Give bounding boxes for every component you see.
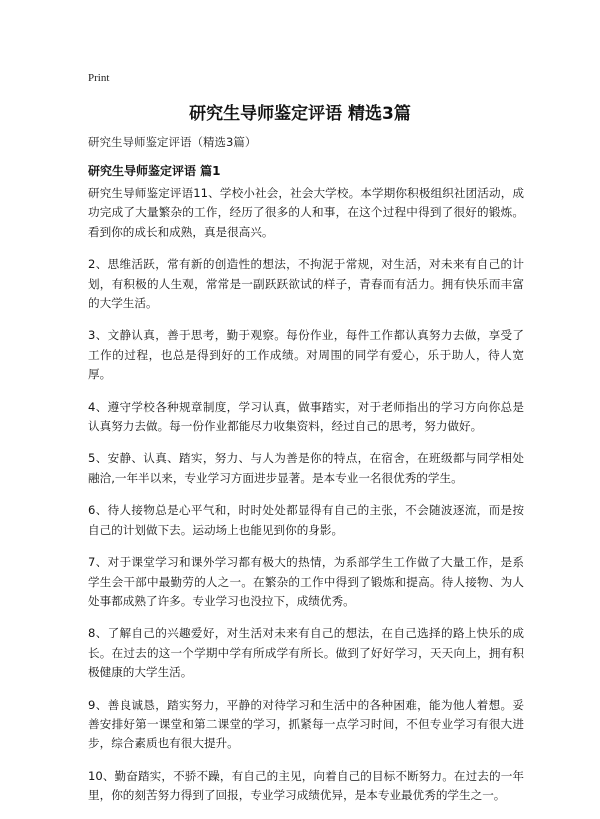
- paragraph-1: 研究生导师鉴定评语11、学校小社会，社会大学校。本学期你积极组织社团活动，成功完成了大量繁杂的工作，经历了很多的人和事，在这个过程中得到了很好的锻炼。看到你的成长和成熟，真是很高兴。: [88, 186, 524, 239]
- paragraph-list: [88, 184, 524, 819]
- paragraph-5: 5、安静、认真、踏实，努力、与人为善是你的特点，在宿舍，在班级都与同学相处融洽,一年半以来，专业学习方面进步显著。是本专业一名很优秀的学生。: [88, 451, 524, 485]
- paragraph-6: 6、待人接物总是心平气和，时时处处都显得有自己的主张，不会随波逐流，而是按自己的计划做下去。运动场上也能见到你的身影。: [88, 503, 524, 537]
- document-title: 研究生导师鉴定评语 精选3篇: [189, 104, 411, 124]
- paragraph-7: 7、对于课堂学习和课外学习都有极大的热情，为系部学生工作做了大量工作，是系学生会干部中最勤劳的人之一。在繁杂的工作中得到了锻炼和提高。待人接物、为人处事都成熟了许多。专业学习也没拉下，成绩优秀。: [88, 555, 524, 608]
- print-label[interactable]: Print: [88, 72, 110, 84]
- paragraph-3: 3、文静认真，善于思考，勤于观察。每份作业，每件工作都认真努力去做，享受了工作的过程，也总是得到好的工作成绩。对周围的同学有爱心，乐于助人，待人宽厚。: [88, 328, 524, 382]
- document-subtitle: 研究生导师鉴定评语（精选3篇）: [88, 135, 257, 149]
- paragraph-4: 4、遵守学校各种规章制度，学习认真，做事踏实，对于老师指出的学习方向你总是认真努力去做。每一份作业都能尽力收集资料，经过自己的思考，努力做好。: [88, 399, 524, 434]
- section-heading: 研究生导师鉴定评语 篇1: [88, 164, 221, 178]
- paragraph-8: 8、了解自己的兴趣爱好，对生活对未来有自己的想法，在自己选择的路上快乐的成长。在过去的这一个学期中学有所成学有所长。做到了好好学习，天天向上，拥有积极健康的大学生活。: [88, 626, 524, 680]
- paragraph-9: 9、善良诚恳，踏实努力，平静的对待学习和生活中的各种困难，能为他人着想。妥善安排好第一课堂和第二课堂的学习，抓紧每一点学习时间，不但专业学习有很大进步，综合素质也有很大提升。: [88, 697, 524, 751]
- paragraph-2: 2、思维活跃，常有新的创造性的想法，不拘泥于常规，对生活，对未来有自己的计划，有积极的人生观，常常是一副跃跃欲试的样子，青春而有活力。拥有快乐而丰富的大学生活。: [88, 257, 524, 311]
- paragraph-10: 10、勤奋踏实，不骄不躁，有自己的主见，向着自己的目标不断努力。在过去的一年里，你的刻苦努力得到了回报，专业学习成绩优异，是本专业最优秀的学生之一。: [88, 768, 524, 803]
